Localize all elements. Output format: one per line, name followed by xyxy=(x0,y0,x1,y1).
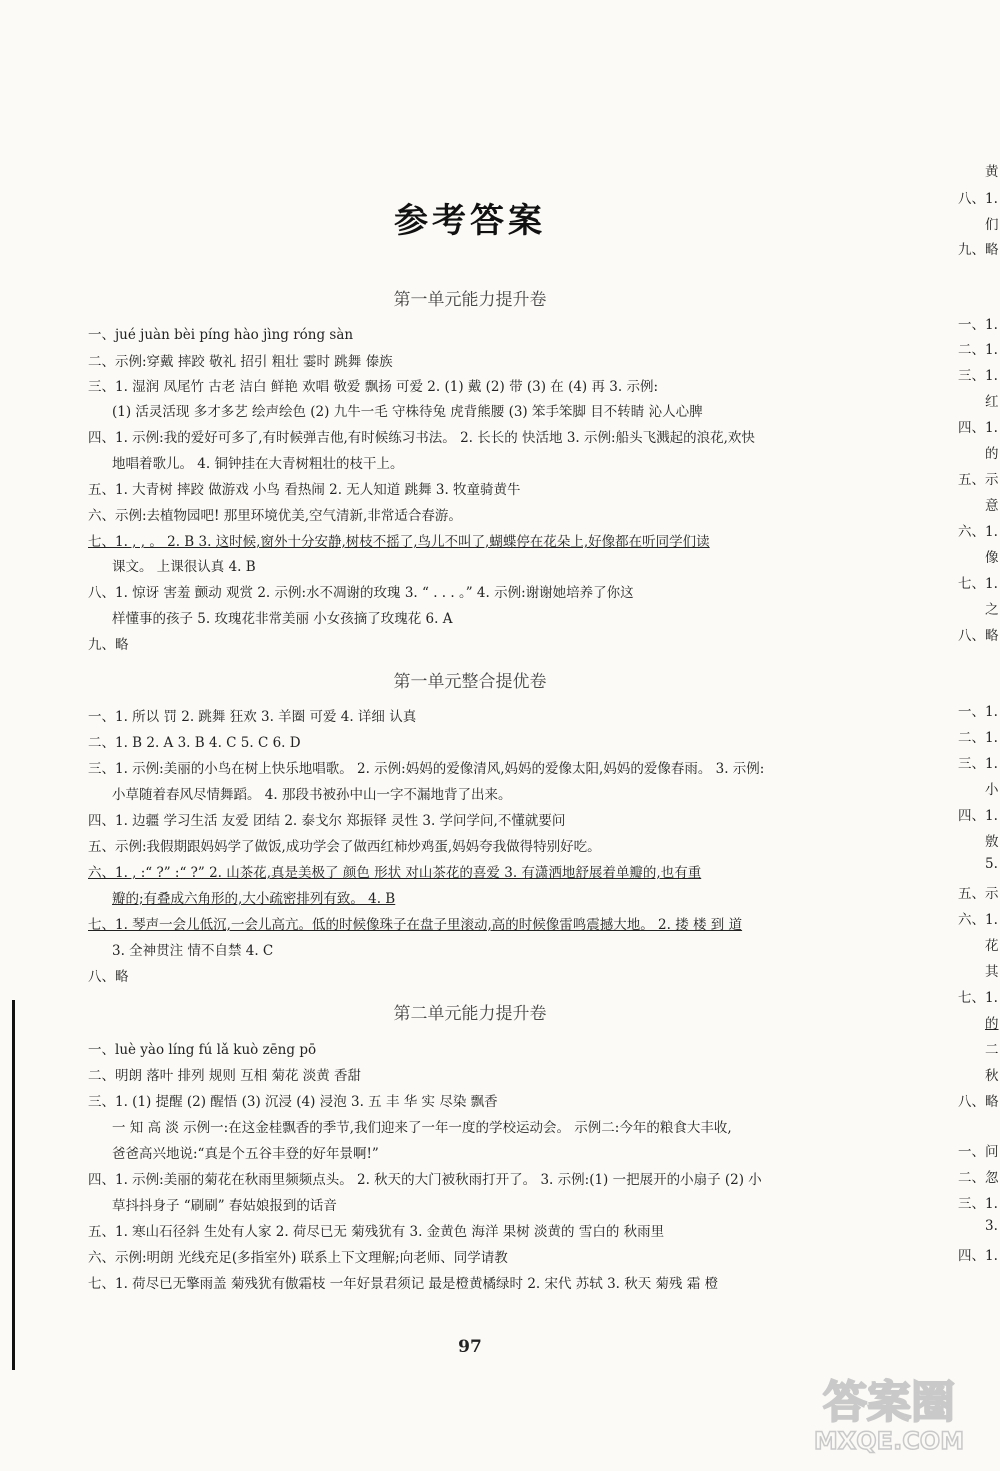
fragment-text: 五、示 xyxy=(958,886,999,902)
answer-line: 六、1. , :“ ?” :“ ?” 2. 山茶花,真是美极了 颜色 形状 对山茶花的喜爱 3. 有潇洒地舒展着单瓣的,也有重 xyxy=(88,865,702,881)
answer-line: 草抖抖身子 “刷刷” 春姑娘报到的话音 xyxy=(112,1198,337,1214)
fragment-text: 八、1. xyxy=(958,191,998,207)
answer-line: 五、1. 寒山石径斜 生处有人家 2. 荷尽已无 菊残犹有 3. 金黄色 海洋 果树 淡黄的 雪白的 秋雨里 xyxy=(88,1224,665,1240)
answer-line: 小草随着春风尽情舞蹈。 4. 那段书被孙中山一字不漏地背了出来。 xyxy=(112,787,512,803)
answer-line: 八、1. 惊讶 害羞 颤动 观赏 2. 示例:水不凋谢的玫瑰 3. “ . . . 。” 4. 示例:谢谢她培养了你这 xyxy=(88,585,634,601)
fragment-text: 四、1. xyxy=(958,1248,998,1264)
fragment-text: 二、1. xyxy=(958,342,998,358)
fragment-text: 3. xyxy=(985,1218,998,1234)
answer-line: 地唱着歌儿。 4. 铜钟挂在大青树粗壮的枝干上。 xyxy=(112,456,404,472)
answer-line: 三、1. 示例:美丽的小鸟在树上快乐地唱歌。 2. 示例:妈妈的爱像清风,妈妈的爱像太阳,妈妈的爱像春雨。 3. 示例: xyxy=(88,761,765,777)
fragment-text: 花 xyxy=(985,938,999,954)
section-title: 第一单元能力提升卷 xyxy=(393,290,547,310)
fragment-text: 秋 xyxy=(985,1068,999,1084)
answer-line: 七、1. 荷尽已无擎雨盖 菊残犹有傲霜枝 一年好景君须记 最是橙黄橘绿时 2. 宋代 苏轼 3. 秋天 菊残 霜 橙 xyxy=(88,1276,719,1292)
answer-line: 三、1. (1) 提醒 (2) 醒悟 (3) 沉浸 (4) 浸泡 3. 五 丰 华 实 尽染 飘香 xyxy=(88,1094,498,1110)
fragment-text: 三、1. xyxy=(958,1196,998,1212)
fragment-text: 二、1. xyxy=(958,730,998,746)
answer-line: 六、示例:明朗 光线充足(多指室外) 联系上下文理解;向老师、同学请教 xyxy=(88,1250,508,1266)
watermark-logo xyxy=(787,1367,992,1457)
page-number: 97 xyxy=(458,1337,482,1357)
answer-line: 课文。 上课很认真 4. B xyxy=(112,559,256,575)
answer-line: 3. 全神贯注 情不自禁 4. C xyxy=(112,943,274,959)
fragment-text: 二 xyxy=(985,1042,999,1058)
fragment-text: 四、1. xyxy=(958,808,998,824)
fragment-text: 七、1. xyxy=(958,990,998,1006)
answer-line: 四、1. 示例:我的爱好可多了,有时候弹吉他,有时候练习书法。 2. 长长的 快活地 3. 示例:船头飞溅起的浪花,欢快 xyxy=(88,430,755,446)
answer-line: 四、1. 边疆 学习生活 友爱 团结 2. 泰戈尔 郑振铎 灵性 3. 学问学问,不懂就要问 xyxy=(88,813,566,829)
answer-line: 二、示例:穿戴 摔跤 敬礼 招引 粗壮 霎时 跳舞 傣族 xyxy=(88,354,393,370)
binding-edge-line xyxy=(12,1000,15,1370)
fragment-text: 八、略 xyxy=(958,628,999,644)
answer-line: 一、luè yào líng fú lǎ kuò zēng pō xyxy=(88,1042,317,1058)
page-title: 参考答案 xyxy=(394,201,546,241)
fragment-text: 们 xyxy=(985,217,999,233)
fragment-text: 意 xyxy=(985,498,999,514)
answer-line: 七、1. 琴声一会儿低沉,一会儿高亢。低的时候像珠子在盘子里滚动,高的时候像雷鸣震撼大地。 2. 搂 楼 到 道 xyxy=(88,917,743,933)
answer-line: 五、1. 大青树 摔跤 做游戏 小鸟 看热闹 2. 无人知道 跳舞 3. 牧童骑黄牛 xyxy=(88,482,521,498)
answer-line: 一、1. 所以 罚 2. 跳舞 狂欢 3. 羊圈 可爱 4. 详细 认真 xyxy=(88,709,417,725)
fragment-text: 一、1. xyxy=(958,704,998,720)
answer-line: 样懂事的孩子 5. 玫瑰花非常美丽 小女孩摘了玫瑰花 6. A xyxy=(112,611,453,627)
answer-line: 二、明朗 落叶 排列 规则 互相 菊花 淡黄 香甜 xyxy=(88,1068,362,1084)
answer-line: 八、略 xyxy=(88,969,129,985)
fragment-text: 八、略 xyxy=(958,1094,999,1110)
answer-line: 六、示例:去植物园吧! 那里环境优美,空气清新,非常适合春游。 xyxy=(88,508,462,524)
fragment-text: 三、1. xyxy=(958,368,998,384)
fragment-text: 5. xyxy=(985,856,998,872)
answer-line: 瓣的;有叠成六角形的,大小疏密排列有致。 4. B xyxy=(112,891,396,907)
fragment-text: 的 xyxy=(985,446,999,462)
section-title: 第一单元整合提优卷 xyxy=(393,672,547,692)
answer-line: 五、示例:我假期跟妈妈学了做饭,成功学会了做西红柿炒鸡蛋,妈妈夸我做得特别好吃。 xyxy=(88,839,601,855)
watermark-url: MXQE.COM xyxy=(813,1427,965,1455)
fragment-text: 六、1. xyxy=(958,912,998,928)
fragment-text: 之 xyxy=(985,602,999,618)
fragment-text: 五、示 xyxy=(958,472,999,488)
answer-line: 一 知 高 淡 示例一:在这金桂飘香的季节,我们迎来了一年一度的学校运动会。 示例二:今年的粮食大丰收, xyxy=(112,1120,732,1136)
fragment-text: 二、忽 xyxy=(958,1170,999,1186)
fragment-text: 一、问 xyxy=(958,1144,999,1160)
fragment-text: 四、1. xyxy=(958,420,998,436)
fragment-text: 小 xyxy=(985,782,999,798)
answer-line: 二、1. B 2. A 3. B 4. C 5. C 6. D xyxy=(88,735,301,751)
fragment-text: 七、1. xyxy=(958,576,998,592)
answer-line: 七、1. , , 。 2. B 3. 这时候,窗外十分安静,树枝不摇了,鸟儿不叫了,蝴蝶停在花朵上,好像都在听同学们读 xyxy=(88,534,710,550)
fragment-text: 六、1. xyxy=(958,524,998,540)
fragment-text: 像 xyxy=(985,550,999,566)
answer-line: 三、1. 湿润 凤尾竹 古老 洁白 鲜艳 欢唱 敬爱 飘扬 可爱 2. (1) 戴 (2) 带 (3) 在 (4) 再 3. 示例: xyxy=(88,379,659,395)
watermark-text: 答案圈 xyxy=(823,1377,955,1428)
answer-line: 九、略 xyxy=(88,637,129,653)
section-title: 第二单元能力提升卷 xyxy=(393,1004,547,1024)
answer-line: (1) 活灵活现 多才多艺 绘声绘色 (2) 九牛一毛 守株待兔 虎背熊腰 (3) 笨手笨脚 目不转睛 沁人心脾 xyxy=(112,404,703,420)
fragment-text: 三、1. xyxy=(958,756,998,772)
answer-line: 四、1. 示例:美丽的菊花在秋雨里频频点头。 2. 秋天的大门被秋雨打开了。 3. 示例:(1) 一把展开的小扇子 (2) 小 xyxy=(88,1172,762,1188)
fragment-text: 敫 xyxy=(985,834,999,850)
fragment-text: 其 xyxy=(985,964,999,980)
answer-line: 爸爸高兴地说:“真是个五谷丰登的好年景啊!” xyxy=(112,1146,379,1162)
fragment-text: 九、略 xyxy=(958,242,999,258)
fragment-text: 的 xyxy=(985,1016,999,1032)
fragment-text: 黄 xyxy=(985,164,999,180)
fragment-text: 一、1. xyxy=(958,317,998,333)
answer-line: 一、jué juàn bèi píng hào jìng róng sàn xyxy=(88,327,354,343)
fragment-text: 红 xyxy=(985,394,999,410)
